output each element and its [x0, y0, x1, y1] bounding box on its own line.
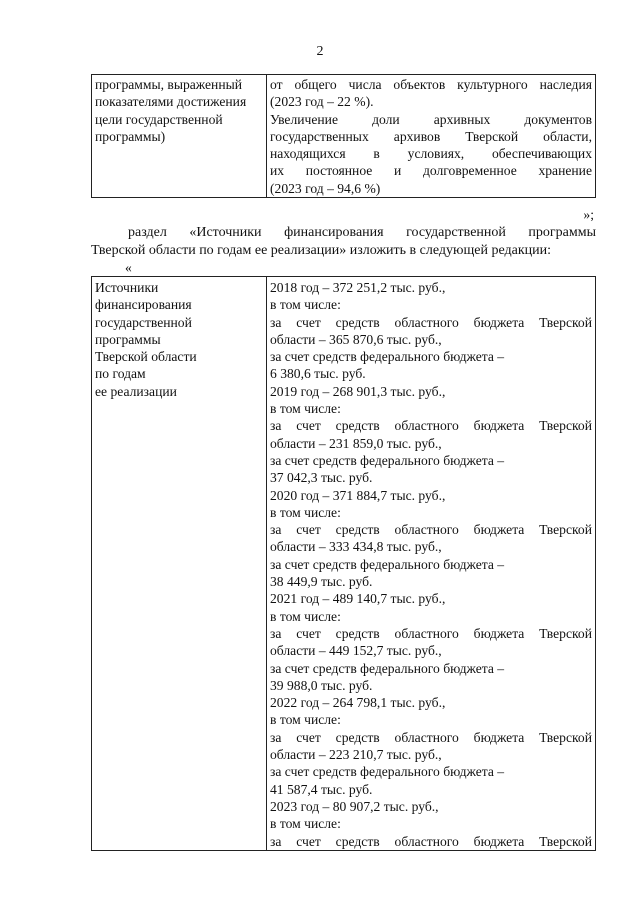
text-line: ее реализации	[95, 383, 177, 399]
text-line: за счет средств федерального бюджета –	[270, 660, 505, 676]
closing-quote: »;	[583, 207, 594, 222]
text-line: цели государственной	[95, 111, 223, 127]
text-line: за счет средств федерального бюджета –	[270, 349, 505, 365]
indicator-value-lines	[270, 76, 592, 197]
text-line: 38 449,9 тыс. руб.	[270, 574, 373, 590]
text-line: за счет средств федерального бюджета –	[270, 556, 505, 572]
text-line: за счет средств областного бюджета Тверской	[270, 522, 592, 538]
text-line: по годам	[95, 366, 146, 382]
text-line: области – 231 859,0 тыс. руб.,	[270, 435, 442, 451]
text-line: за счет средств федерального бюджета –	[270, 452, 505, 468]
text-line: в том числе:	[270, 608, 341, 624]
text-line: области – 449 152,7 тыс. руб.,	[270, 643, 442, 659]
section-instruction-line-1: раздел «Источники финансирования государственной программы	[128, 225, 596, 240]
text-line: за счет средств областного бюджета Тверской	[270, 729, 592, 745]
text-line: в том числе:	[270, 712, 341, 728]
section-instruction-line-2: Тверской области по годам ее реализации» изложить в следующей редакции:	[91, 242, 551, 258]
financing-label-lines	[95, 279, 263, 400]
text-line: в том числе:	[270, 401, 341, 417]
table-row	[92, 277, 596, 851]
text-line: 39 988,0 тыс. руб.	[270, 677, 373, 693]
text-line: (2023 год – 94,6 %)	[270, 180, 381, 196]
text-line: 2023 год – 80 907,2 тыс. руб.,	[270, 798, 439, 814]
text-line: в том числе:	[270, 297, 341, 313]
table-row	[92, 75, 596, 198]
text-line: в том числе:	[270, 504, 341, 520]
financing-values-cell	[267, 277, 596, 851]
text-line: Увеличение доли архивных документов	[270, 111, 592, 127]
text-line: за счет средств областного бюджета Тверской	[270, 833, 592, 849]
indicator-name-lines	[95, 76, 263, 145]
section-instruction	[91, 224, 596, 259]
indicator-value-cell	[267, 75, 596, 198]
text-line: государственной	[95, 314, 192, 330]
text-line: Источники	[95, 280, 159, 295]
text-line: Тверской области	[95, 349, 197, 365]
text-line: 2022 год – 264 798,1 тыс. руб.,	[270, 695, 446, 711]
text-line: области – 223 210,7 тыс. руб.,	[270, 747, 442, 763]
text-line: от общего числа объектов культурного наследия	[270, 77, 592, 92]
financing-values-lines	[270, 279, 592, 850]
text-line: их постоянное и долговременное хранение	[270, 163, 592, 179]
text-line: программы, выраженный	[95, 77, 242, 92]
text-line: области – 333 434,8 тыс. руб.,	[270, 539, 442, 555]
text-line: 37 042,3 тыс. руб.	[270, 470, 373, 486]
text-line: находящихся в условиях, обеспечивающих	[270, 146, 592, 162]
text-line: за счет средств областного бюджета Тверской	[270, 314, 592, 330]
text-line: области – 365 870,6 тыс. руб.,	[270, 331, 442, 347]
text-line: (2023 год – 22 %).	[270, 94, 374, 110]
text-line: за счет средств областного бюджета Тверской	[270, 625, 592, 641]
text-line: 2020 год – 371 884,7 тыс. руб.,	[270, 487, 446, 503]
text-line: финансирования	[95, 297, 192, 313]
text-line: за счет средств федерального бюджета –	[270, 764, 505, 780]
text-line: 6 380,6 тыс. руб.	[270, 366, 366, 382]
text-line: за счет средств областного бюджета Тверской	[270, 418, 592, 434]
financing-sources-table	[91, 276, 596, 851]
text-line: в том числе:	[270, 816, 341, 832]
indicators-table-fragment	[91, 74, 596, 198]
page-number: 2	[316, 44, 324, 59]
text-line: показателями достижения	[95, 94, 247, 110]
text-line: государственных архивов Тверской области,	[270, 128, 592, 144]
text-line: 41 587,4 тыс. руб.	[270, 781, 373, 797]
text-line: 2021 год – 489 140,7 тыс. руб.,	[270, 591, 446, 607]
text-line: программы)	[95, 128, 166, 144]
text-line: программы	[95, 331, 161, 347]
text-line: 2019 год – 268 901,3 тыс. руб.,	[270, 383, 446, 399]
indicator-name-cell	[92, 75, 267, 198]
text-line: 2018 год – 372 251,2 тыс. руб.,	[270, 280, 446, 295]
opening-quote: «	[125, 260, 132, 275]
financing-label-cell	[92, 277, 267, 851]
